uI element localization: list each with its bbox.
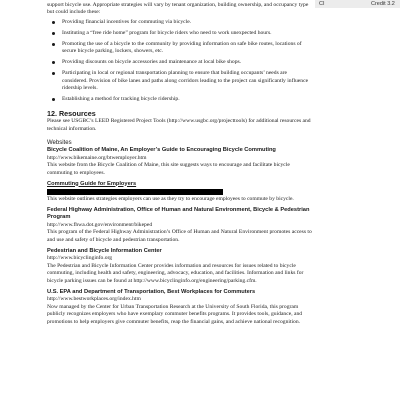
entry-url-link[interactable]: http://www.fhwa.dot.gov/environment/bikeped <box>47 221 153 228</box>
credit-sidebar <box>315 0 400 8</box>
list-item: Providing financial incentives for commuting via bicycle. <box>47 19 312 27</box>
entry-description: This program of the Federal Highway Administration’s Office of Human and Natural Environment promotes access to and use and safety of bicycle and pedestrian transportation. <box>47 229 312 243</box>
entry-description: The Pedestrian and Bicycle Information Center provides information and resources for issues related to bicycle commuting, including health and safety, engineering, advocacy, education, and facilities. Information and links for bicycle parking issues can be found at http://www.bicyclinginfo.org/engineering/parking.cfm. <box>47 262 304 284</box>
website-entry <box>47 289 312 327</box>
entry-title: Bicycle Coalition of Maine, An Employer’s Guide to Encouraging Bicycle Commuting <box>47 147 276 153</box>
websites-heading: Websites <box>47 140 72 146</box>
entry-description: This website from the Bicycle Coalition of Maine, this site suggests ways to encourage and facilitate bicycle commuting to employees. <box>47 162 290 176</box>
bullet-icon <box>52 21 55 24</box>
entry-description: This website outlines strategies employers can use as they try to encourage employees to commute by bicycle. <box>47 195 294 202</box>
list-item: Providing discounts on bicycle accessories and maintenance at local bike shops. <box>47 59 312 67</box>
category-label: CI <box>319 1 325 7</box>
entry-title: U.S. EPA and Department of Transportation, Best Workplaces for Commuters <box>47 288 256 295</box>
list-item: Promoting the use of a bicycle to the community by providing information on safe bike routes, locations of secure bicycle parking, lockers, showers, etc. <box>47 41 312 56</box>
bullet-icon <box>52 61 55 64</box>
list-item: Establishing a method for tracking bicycle ridership. <box>47 96 312 104</box>
bullet-icon <box>52 98 55 101</box>
bullet-icon <box>52 43 55 46</box>
entry-description: Now managed by the Center for Urban Transportation Research at the University of South Florida, this program publicly recognizes employers who have exemplary commuter benefits programs. It provides tools, guidance, and promotions to help employers give commuter benefits, reap the financial gains, and achieve national recognition. <box>47 303 303 325</box>
bullet-icon <box>52 72 55 75</box>
intro-paragraph: support bicycle use. Appropriate strategies will vary by tenant organization, building ownership, and occupancy type but could include these: <box>47 1 309 15</box>
entry-url-link[interactable]: http://www.bicyclinginfo.org <box>47 255 113 261</box>
website-entry <box>47 181 312 204</box>
entry-title: Pedestrian and Bicycle Information Center <box>47 247 162 254</box>
entry-title: Federal Highway Administration, Office of Human and Natural Environment, Bicycle & Pedestrian Program <box>47 206 310 220</box>
resources-paragraph: Please see USGBC’s LEED Registered Project Tools (http://www.usgbc.org/projecttools) for additional resources and technical information. <box>47 118 311 132</box>
main-column <box>47 0 312 330</box>
website-entry <box>47 147 312 177</box>
entry-url-link[interactable]: http://www.bestworkplaces.org/index.htm <box>47 296 141 302</box>
bullet-icon <box>52 32 55 35</box>
website-entry <box>47 248 312 286</box>
list-item: Instituting a “free ride home” program for bicycle riders who need to work unexpected hours. <box>47 30 312 38</box>
entry-title: Commuting Guide for Employers <box>47 180 137 187</box>
list-item: Participating in local or regional transportation planning to ensure that building occupants’ needs are considered. Provision of bike lanes and paths along corridors leading to the project can significantly influence ridership levels. <box>47 70 312 93</box>
entry-url-link[interactable]: http://www.bikemaine.org/btwemployer.htm <box>47 154 147 161</box>
website-entry <box>47 207 312 245</box>
strategy-list <box>47 19 312 104</box>
resources-heading: 12. Resources <box>47 108 96 118</box>
redacted-url-block <box>47 189 223 195</box>
credit-label: Credit 3.2 <box>371 1 395 7</box>
